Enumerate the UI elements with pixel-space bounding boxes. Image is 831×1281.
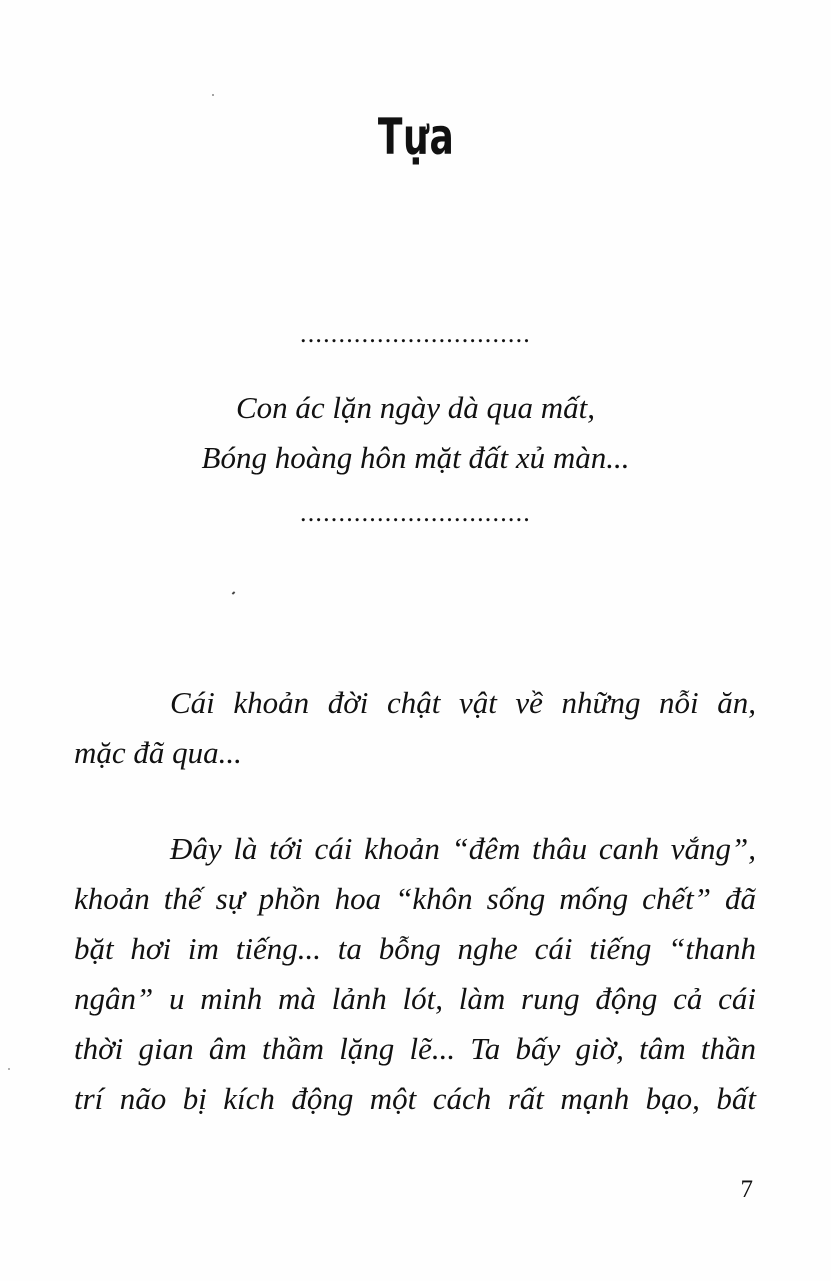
paragraph-line: bặt hơi im tiếng... ta bỗng nghe cái tiếng “thanh	[74, 931, 756, 966]
paragraph-line: ngân” u minh mà lảnh lót, làm rung động cả cái	[74, 981, 756, 1016]
verse-line-2: Bóng hoàng hôn mặt đất xủ màn...	[201, 440, 630, 475]
verse-line-1: Con ác lặn ngày dà qua mất,	[235, 390, 596, 425]
print-speck	[232, 591, 236, 594]
page-number: 7	[740, 1176, 753, 1203]
chapter-title: Tựa	[377, 108, 455, 166]
paragraph-line: mặc đã qua...	[74, 735, 242, 770]
paragraph-line: trí não bị kích động một cách rất mạnh bạo, bất	[74, 1081, 756, 1116]
paragraph-line: Cái khoản đời chật vật về những nỗi ăn,	[170, 685, 756, 720]
print-speck	[212, 94, 214, 96]
print-speck	[8, 1068, 10, 1070]
ellipsis-divider-top: ..............................	[300, 319, 531, 348]
ellipsis-divider-bottom: ..............................	[300, 498, 531, 527]
paragraph-line: khoản thế sự phồn hoa “khôn sống mống chết” đã	[74, 881, 756, 916]
paragraph-1	[74, 678, 756, 778]
paragraph-line: thời gian âm thầm lặng lẽ... Ta bấy giờ, tâm thần	[74, 1031, 756, 1066]
paragraph-line: Đây là tới cái khoản “đêm thâu canh vắng”,	[170, 831, 756, 866]
paragraph-2	[74, 824, 756, 1124]
